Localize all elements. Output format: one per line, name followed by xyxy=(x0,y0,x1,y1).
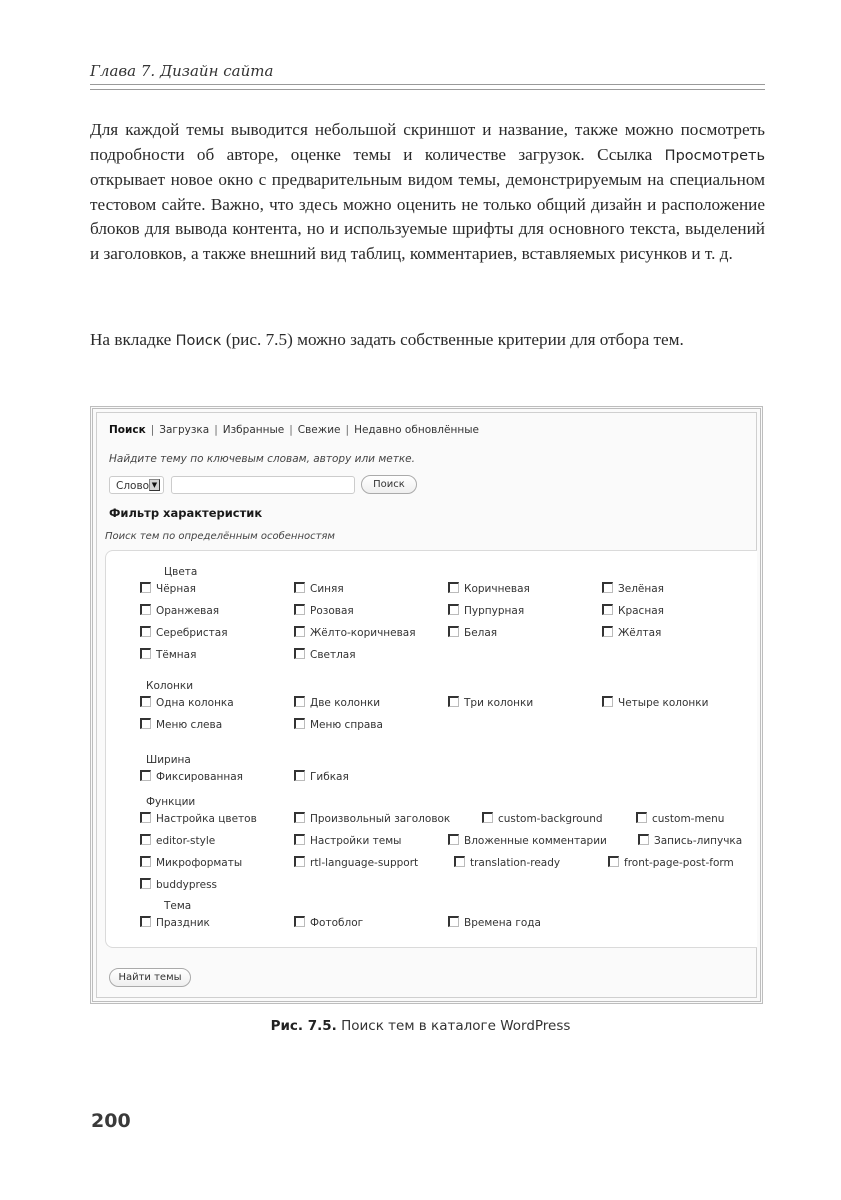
option-threaded-comments[interactable] xyxy=(448,834,607,847)
option-label: Оранжевая xyxy=(156,605,220,617)
checkbox-icon[interactable] xyxy=(294,626,305,637)
checkbox-icon[interactable] xyxy=(294,582,305,593)
filter-hint: Поиск тем по определённым особенностям xyxy=(105,531,335,542)
option-label: Четыре колонки xyxy=(618,697,709,709)
search-tab-name: Поиск xyxy=(175,333,222,349)
option-yellow[interactable] xyxy=(602,626,661,639)
option-fixed-width[interactable] xyxy=(140,770,243,783)
checkbox-icon[interactable] xyxy=(140,834,151,845)
option-label: rtl-language-support xyxy=(310,857,419,869)
caption-text: Поиск тем в каталоге WordPress xyxy=(336,1018,571,1034)
option-label: Одна колонка xyxy=(156,697,234,709)
checkbox-icon[interactable] xyxy=(294,648,305,659)
option-custom-colors[interactable] xyxy=(140,812,257,825)
option-label: Серебристая xyxy=(156,627,228,639)
option-label: Пурпурная xyxy=(464,605,525,617)
checkbox-icon[interactable] xyxy=(294,916,305,927)
tab-separator: | xyxy=(214,424,218,436)
checkbox-icon[interactable] xyxy=(294,856,305,867)
checkbox-icon[interactable] xyxy=(140,916,151,927)
figure-theme-search xyxy=(90,406,763,1004)
figure-frame xyxy=(96,412,757,998)
option-photoblogging[interactable] xyxy=(294,916,363,929)
option-label: Произвольный заголовок xyxy=(310,813,451,825)
checkbox-icon[interactable] xyxy=(448,582,459,593)
option-label: Жёлтая xyxy=(618,627,662,639)
checkbox-icon[interactable] xyxy=(294,770,305,781)
paragraph-1-text-a: Для каждой темы выводится небольшой скриншот и название, также можно посмотреть подробности об авторе, оценке темы и количестве загрузок. Ссылка xyxy=(90,120,765,164)
tab-separator: | xyxy=(289,424,293,436)
find-themes-button[interactable]: Найти темы xyxy=(109,968,191,987)
filter-title: Фильтр характеристик xyxy=(109,506,263,520)
option-white[interactable] xyxy=(448,626,497,639)
option-label: Белая xyxy=(464,627,498,639)
option-buddypress[interactable] xyxy=(140,878,217,891)
option-rtl-language-support[interactable] xyxy=(294,856,418,869)
option-flexible-width[interactable] xyxy=(294,770,349,783)
option-label: custom-menu xyxy=(652,813,725,825)
option-label: Настройки темы xyxy=(310,835,402,847)
option-blue[interactable] xyxy=(294,582,344,595)
checkbox-icon[interactable] xyxy=(448,626,459,637)
option-orange[interactable] xyxy=(140,604,219,617)
checkbox-icon[interactable] xyxy=(140,812,151,823)
checkbox-icon[interactable] xyxy=(140,696,151,707)
checkbox-icon[interactable] xyxy=(448,696,459,707)
header-rule xyxy=(90,84,765,90)
option-custom-background[interactable] xyxy=(482,812,603,825)
checkbox-icon[interactable] xyxy=(294,718,305,729)
tab-upload[interactable]: Загрузка xyxy=(159,424,210,436)
option-label: Розовая xyxy=(310,605,354,617)
checkbox-icon[interactable] xyxy=(482,812,493,823)
paragraph-2-text-a: На вкладке xyxy=(90,330,176,349)
checkbox-icon[interactable] xyxy=(454,856,465,867)
checkbox-icon[interactable] xyxy=(602,626,613,637)
search-type-select[interactable] xyxy=(109,476,164,494)
option-black[interactable] xyxy=(140,582,196,595)
option-seasonal[interactable] xyxy=(448,916,541,929)
tab-recently-updated[interactable]: Недавно обновлённые xyxy=(354,424,479,436)
checkbox-icon[interactable] xyxy=(140,856,151,867)
paragraph-2-text-b: (рис. 7.5) можно задать собственные критерии для отбора тем. xyxy=(221,330,684,349)
option-label: Красная xyxy=(618,605,664,617)
option-label: Синяя xyxy=(310,583,344,595)
checkbox-icon[interactable] xyxy=(140,582,151,593)
checkbox-icon[interactable] xyxy=(602,696,613,707)
option-brown[interactable] xyxy=(448,582,530,595)
option-silver[interactable] xyxy=(140,626,228,639)
option-label: Запись-липучка xyxy=(654,835,743,847)
option-label: Чёрная xyxy=(156,583,196,595)
option-label: translation-ready xyxy=(470,857,561,869)
checkbox-icon[interactable] xyxy=(448,834,459,845)
checkbox-icon[interactable] xyxy=(636,812,647,823)
option-custom-menu[interactable] xyxy=(636,812,724,825)
option-label: Две колонки xyxy=(310,697,381,709)
option-label: custom-background xyxy=(498,813,603,825)
option-dark[interactable] xyxy=(140,648,196,661)
checkbox-icon[interactable] xyxy=(294,834,305,845)
search-hint: Найдите тему по ключевым словам, автору или метке. xyxy=(109,453,415,465)
paragraph-1 xyxy=(90,118,765,267)
checkbox-icon[interactable] xyxy=(140,878,151,889)
option-label: Меню слева xyxy=(156,719,223,731)
dropdown-arrow-icon[interactable]: ▼ xyxy=(149,479,160,491)
option-microformats[interactable] xyxy=(140,856,242,869)
option-translation-ready[interactable] xyxy=(454,856,560,869)
figure-caption xyxy=(0,1018,841,1034)
option-label: editor-style xyxy=(156,835,216,847)
option-label: buddypress xyxy=(156,879,218,891)
option-purple[interactable] xyxy=(448,604,524,617)
option-label: Праздник xyxy=(156,917,210,929)
option-red[interactable] xyxy=(602,604,664,617)
option-label: Жёлто-коричневая xyxy=(310,627,416,639)
paragraph-1-text-b: открывает новое окно с предварительным видом темы, демонстрируемым на специальном тестовом сайте. Важно, что здесь можно оценить не только общий дизайн и расположение блоков для вывода контента, но и используемые шрифты для основного текста, выделений и заголовков, а также внешний вид таблиц, комментариев, вставляемых рисунков и т. д. xyxy=(90,170,765,263)
option-four-columns[interactable] xyxy=(602,696,708,709)
theme-tabs xyxy=(109,424,479,436)
option-label: Настройка цветов xyxy=(156,813,257,825)
group-title-subject: Тема xyxy=(164,900,192,912)
paragraph-2 xyxy=(90,328,765,354)
option-right-sidebar[interactable] xyxy=(294,718,383,731)
tab-separator: | xyxy=(345,424,350,436)
checkbox-icon[interactable] xyxy=(294,604,305,615)
option-tan[interactable] xyxy=(294,626,416,639)
checkbox-icon[interactable] xyxy=(448,916,459,927)
option-two-columns[interactable] xyxy=(294,696,380,709)
tab-separator: | xyxy=(150,424,155,436)
checkbox-icon[interactable] xyxy=(448,604,459,615)
checkbox-icon[interactable] xyxy=(140,648,151,659)
checkbox-icon[interactable] xyxy=(140,770,151,781)
search-type-value: Слово xyxy=(116,480,150,492)
option-front-page-post-form[interactable] xyxy=(608,856,734,869)
option-label: Тёмная xyxy=(156,649,197,661)
option-one-column[interactable] xyxy=(140,696,234,709)
option-custom-header[interactable] xyxy=(294,812,450,825)
checkbox-icon[interactable] xyxy=(294,812,305,823)
preview-link-name: Просмотреть xyxy=(664,147,765,164)
option-label: Микроформаты xyxy=(156,857,243,869)
option-editor-style[interactable] xyxy=(140,834,215,847)
caption-label: Рис. 7.5. xyxy=(270,1018,337,1034)
option-green[interactable] xyxy=(602,582,664,595)
option-label: Зелёная xyxy=(618,583,664,595)
option-label: Вложенные комментарии xyxy=(464,835,607,847)
option-label: Меню справа xyxy=(310,719,383,731)
option-sticky-post[interactable] xyxy=(638,834,742,847)
tab-featured[interactable]: Избранные xyxy=(222,424,285,436)
group-title-features: Функции xyxy=(146,796,196,808)
group-title-columns: Колонки xyxy=(146,680,194,692)
option-theme-options[interactable] xyxy=(294,834,401,847)
option-label: Фиксированная xyxy=(156,771,243,783)
checkbox-icon[interactable] xyxy=(140,626,151,637)
option-label: front-page-post-form xyxy=(624,857,734,869)
option-holiday[interactable] xyxy=(140,916,210,929)
search-button[interactable]: Поиск xyxy=(361,475,417,494)
option-three-columns[interactable] xyxy=(448,696,533,709)
checkbox-icon[interactable] xyxy=(638,834,649,845)
option-left-sidebar[interactable] xyxy=(140,718,222,731)
search-input[interactable] xyxy=(171,476,355,494)
feature-filters xyxy=(105,550,757,948)
checkbox-icon[interactable] xyxy=(602,582,613,593)
option-label: Времена года xyxy=(464,917,541,929)
option-label: Три колонки xyxy=(464,697,534,709)
running-head: Глава 7. Дизайн сайта xyxy=(90,62,274,80)
option-label: Коричневая xyxy=(464,583,530,595)
option-label: Гибкая xyxy=(310,771,349,783)
option-label: Светлая xyxy=(310,649,356,661)
page-number: 200 xyxy=(91,1110,131,1132)
group-title-width: Ширина xyxy=(146,754,191,766)
checkbox-icon[interactable] xyxy=(140,718,151,729)
checkbox-icon[interactable] xyxy=(140,604,151,615)
option-label: Фотоблог xyxy=(310,917,364,929)
checkbox-icon[interactable] xyxy=(602,604,613,615)
checkbox-icon[interactable] xyxy=(294,696,305,707)
checkbox-icon[interactable] xyxy=(608,856,619,867)
option-pink[interactable] xyxy=(294,604,354,617)
group-title-colors: Цвета xyxy=(164,566,198,578)
tab-newest[interactable]: Свежие xyxy=(297,424,341,436)
option-light[interactable] xyxy=(294,648,356,661)
tab-search[interactable]: Поиск xyxy=(109,424,146,436)
